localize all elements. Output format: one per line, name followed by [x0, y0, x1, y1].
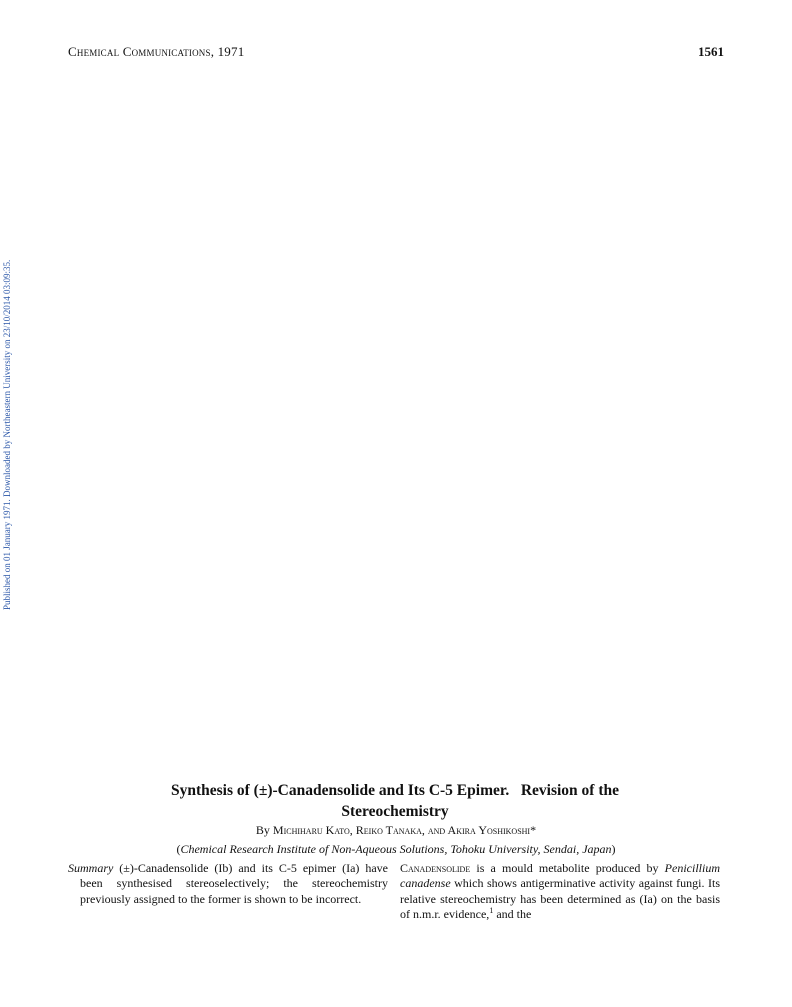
summary-paragraph — [68, 861, 388, 907]
running-header: Chemical Communications, 1971 — [68, 44, 245, 59]
by-label: By — [255, 823, 270, 837]
article-title — [90, 780, 700, 822]
author-affiliation: (Chemical Research Institute of Non-Aqueous Solutions, Tohoku University, Sendai, Japan) — [176, 842, 616, 856]
summary-text: (±)-Canadensolide (Ib) and its C-5 epimer (Ia) have been synthesised stereoselectively; the stereochemistry previously assigned to the former is shown to be incorrect. — [80, 861, 388, 906]
body-lead-word: Canadensolide — [400, 861, 471, 875]
author-list: Michiharu Kato, Reiko Tanaka, and Akira Yoshikoshi* — [272, 823, 537, 837]
species-name: Penicillium canadense — [400, 861, 720, 891]
body-column — [400, 861, 720, 923]
summary-column — [68, 861, 388, 907]
reference-marker: 1 — [489, 906, 494, 916]
title-line-1: Synthesis of (±)-Canadensolide and Its C-5 Epimer. Revision of the — [170, 782, 619, 799]
summary-label: Summary — [68, 861, 114, 875]
body-paragraph: Canadensolide is a mould metabolite produced by Penicillium canadense which shows antigerminative activity against fungi. Its relative stereochemistry has been determined as (Ia) on the basis of n.m.r. evidence,$^1$ and the — [400, 861, 720, 922]
page-number: 1561 — [698, 44, 724, 59]
title-line-2: Stereochemistry — [341, 803, 449, 820]
author-byline — [68, 823, 724, 838]
download-notice: Published on 01 January 1971. Downloaded by Northeastern University on 23/10/2014 03:09:35. — [2, 259, 12, 610]
affiliation-text: Chemical Research Institute of Non-Aqueous Solutions, Tohoku University, Sendai, Japan — [180, 842, 612, 856]
